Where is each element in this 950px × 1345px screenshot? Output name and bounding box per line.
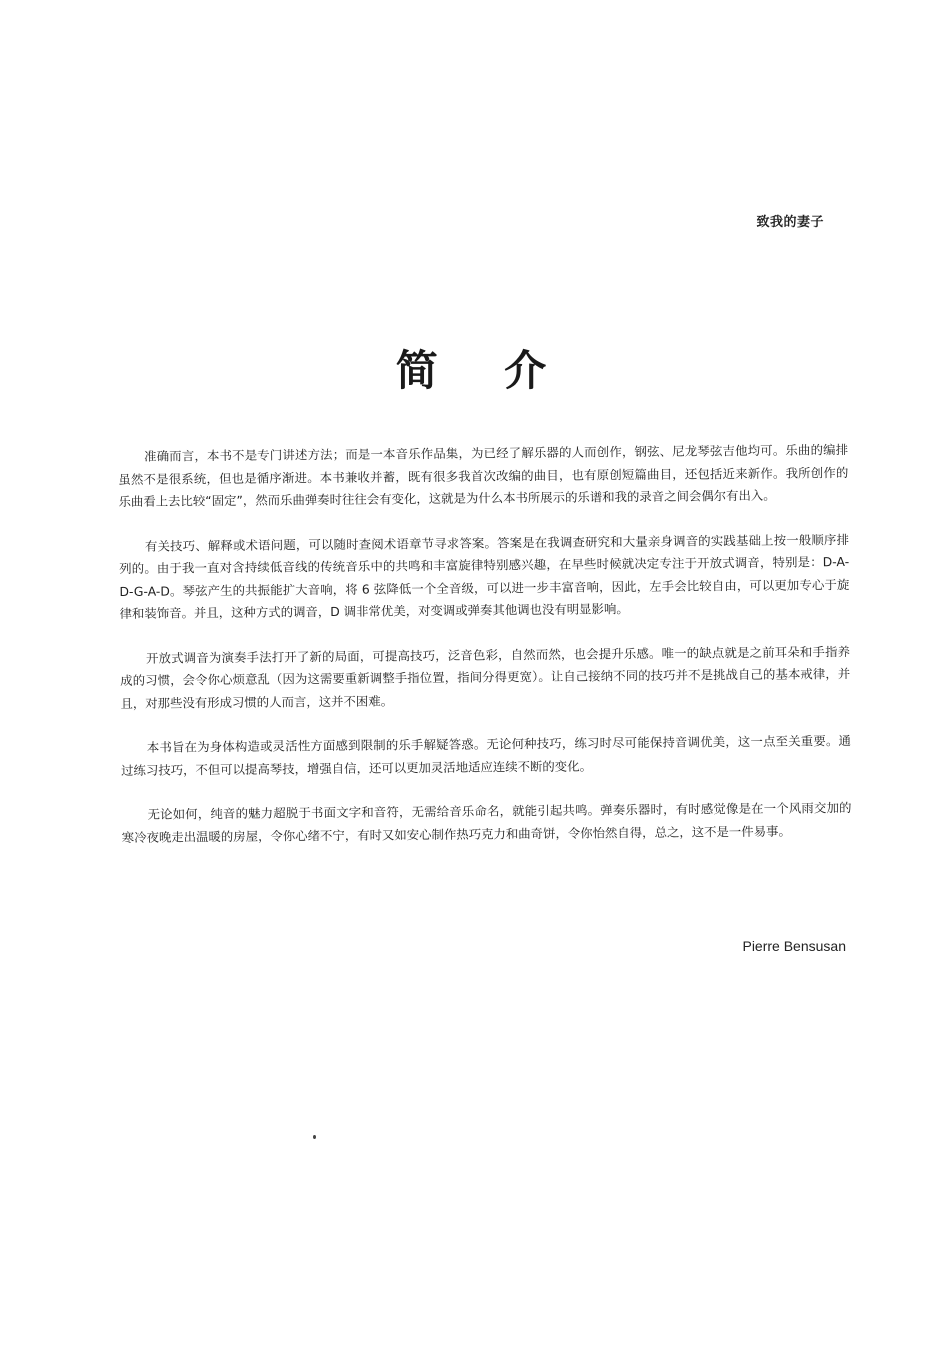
scan-speck	[313, 1135, 316, 1139]
paragraph-2: 有关技巧、解释或术语问题，可以随时查阅术语章节寻求答案。答案是在我调查研究和大量亲身调音的实践基础上按一般顺序排列的。由于我一直对含持续低音线的传统音乐中的共鸣和丰富旋律特别感兴趣，在早些时候就决定专注于开放式调音，特别是：D-A-D-G-A-D。琴弦产生的共振能扩大音响，将 6 弦降低一个全音级，可以进一步丰富音响，因此，左手会比较自由，可以更加专心于旋律和装饰音。并且，这种方式的调音，D 调非常优美，对变调或弹奏其他调也没有明显影响。	[119, 531, 850, 621]
author-signature: Pierre Bensusan	[742, 938, 846, 954]
paragraph-5: 无论如何，纯音的魅力超脱于书面文字和音符，无需给音乐命名，就能引起共鸣。弹奏乐器时，有时感觉像是在一个风雨交加的寒冷夜晚走出温暖的房屋，令你心绪不宁，有时又如安心制作热巧克力和曲奇饼，令你怡然自得，总之，这不是一件易事。	[121, 799, 852, 845]
paragraph-3: 开放式调音为演奏手法打开了新的局面，可提高技巧，泛音色彩，自然而然，也会提升乐感。唯一的缺点就是之前耳朵和手指养成的习惯，会令你心烦意乱（因为这需要重新调整手指位置，指间分得更宽）。让自己接纳不同的技巧并不是挑战自己的基本戒律，并且，对那些没有形成习惯的人而言，这并不困难。	[120, 643, 851, 711]
dedication-text: 致我的妻子	[756, 215, 824, 230]
page-title: 简 介	[395, 346, 573, 395]
intro-body	[118, 439, 852, 871]
paragraph-4: 本书旨在为身体构造或灵活性方面感到限制的乐手解疑答惑。无论何种技巧，练习时尽可能保持音调优美，这一点至关重要。通过练习技巧，不但可以提高琴技，增强自信，还可以更加灵活地适应连续不断的变化。	[121, 732, 851, 778]
paragraph-1: 准确而言，本书不是专门讲述方法；而是一本音乐作品集，为已经了解乐器的人而创作，钢弦、尼龙琴弦吉他均可。乐曲的编排虽然不是很系统，但也是循序渐进。本书兼收并蓄，既有很多我首次改编的曲目，也有原创短篇曲目，还包括近来新作。我所创作的乐曲看上去比较“固定”，然而乐曲弹奏时往往会有变化，这就是为什么本书所展示的乐谱和我的录音之间会偶尔有出入。	[118, 441, 849, 509]
